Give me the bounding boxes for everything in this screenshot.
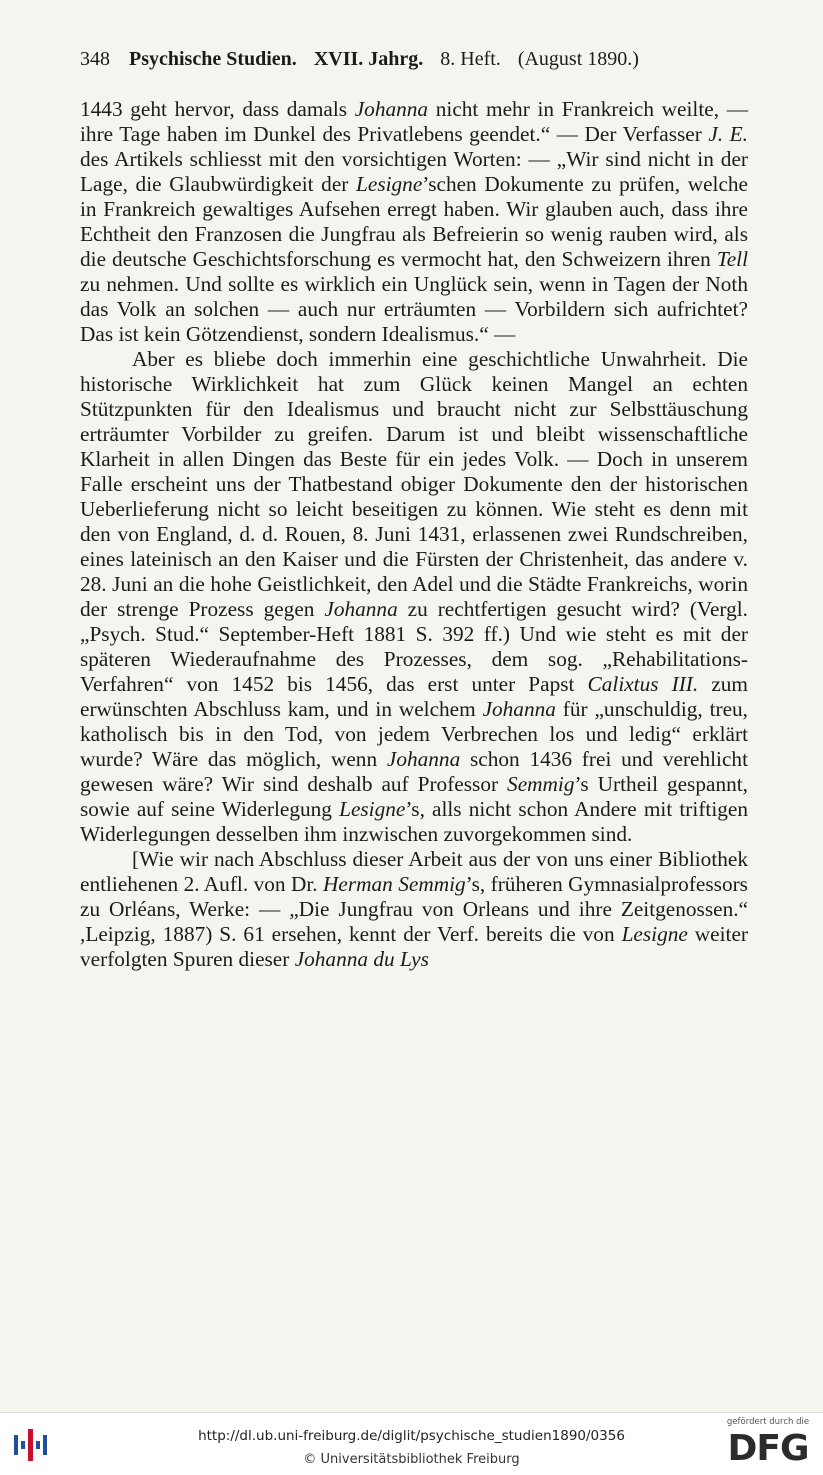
issue: 8. Heft. (440, 48, 501, 70)
italic-text: Semmig (507, 772, 575, 796)
italic-text: Tell (716, 247, 748, 271)
text-run: schon 1436 frei und verehlicht gewesen wäre? Wir sind deshalb auf Professor (80, 747, 748, 796)
italic-text: Johanna (482, 697, 556, 721)
italic-text: Lesigne (621, 922, 688, 946)
volume: XVII. Jahrg. (313, 48, 424, 70)
paragraph-3 (80, 847, 748, 972)
text-run: zu rechtfertigen gesucht wird? (Vergl. „Psych. Stud.“ September-Heft 1881 S. 392 ff.) Und wie steht es mit der späteren Wiederaufnahme des Prozesses, dem sog. „Rehabilitations-Verfahren“ von 1452 bis 1456, das erst unter Papst (80, 597, 749, 696)
italic-text: Calixtus III. (587, 672, 699, 696)
dfg-logo (725, 1417, 811, 1473)
italic-text: Johanna (324, 597, 398, 621)
paragraph-1 (80, 97, 748, 347)
text-run: ’s, früheren Gymnasialprofessors zu Orléans, Werke: — „Die Jungfrau von Orleans und ihre Zeitgenossen.“ ,Leipzig, 1887) S. 61 ersehen, kennt der Verf. bereits die von (80, 872, 748, 946)
italic-text: J. E. (708, 122, 748, 146)
dfg-caption: gefördert durch die (726, 1417, 810, 1427)
paragraph-2 (80, 347, 748, 847)
text-run: für „unschuldig, treu, katholisch bis in den Tod, von jedem Verbrechen los und ledig“ erklärt wurde? Wäre das möglich, wenn (80, 697, 749, 771)
text-run: nicht mehr in Frankreich weilte, — ihre Tage haben im Dunkel des Privatlebens geendet.“ — Der Verfasser (80, 97, 748, 146)
page-url-link[interactable]: http://dl.ub.uni-freiburg.de/diglit/psychische_studien1890/0356 (198, 1428, 625, 1444)
body-text (80, 97, 748, 972)
text-run: ’s Urtheil gespannt, sowie auf seine Widerlegung (80, 772, 748, 821)
viewer-footer (0, 1412, 823, 1475)
text-run: Aber es bliebe doch immerhin eine geschichtliche Unwahrheit. Die historische Wirklichkeit hat zum Glück keinen Mangel an echten Stützpunkten für den Idealismus und braucht nicht zur Selbsttäuschung erträumter Vorbilder zu greifen. Darum ist und bleibt wissenschaftliche Klarheit in allen Dingen das Beste für ein jedes Volk. — Doch in unserem Falle erscheint uns der Thatbestand obiger Dokumente den der historischen Ueberlieferung nicht so leicht beseitigen zu können. Wie steht es denn mit den von England, d. d. Rouen, 8. Juni 1431, erlassenen zwei Rundschreiben, eines lateinisch an den Kaiser und die Fürsten der Christenheit, das andere v. 28. Juni an die hohe Geistlichkeit, den Adel und die Städte Frankreichs, worin der strenge Prozess gegen (80, 347, 748, 621)
text-run: zu nehmen. Und sollte es wirklich ein Unglück sein, wenn in Tagen der Noth das Volk an solchen — auch nur erträumten — Vorbildern sich aufrichtet? Das ist kein Götzendienst, sondern Idealismus.“ — (80, 272, 748, 346)
text-run: weiter verfolgten Spuren dieser (80, 922, 748, 971)
copyright-notice: © Universitätsbibliothek Freiburg (303, 1452, 520, 1467)
italic-text: Lesigne (356, 172, 423, 196)
text-run: des Artikels schliesst mit den vorsichtigen Worten: — „Wir sind nicht in der Lage, die Glaubwürdigkeit der (80, 147, 748, 196)
text-run: ’s, alls nicht schon Andere mit triftigen Widerlegungen desselben ihm inzwischen zuvorgekommen sind. (80, 797, 748, 846)
text-run: ’schen Dokumente zu prüfen, welche in Frankreich gewaltiges Aufsehen erregt haben. Wir glauben auch, dass ihre Echtheit den Franzosen die Jungfrau als Befreierin so wenig rauben wird, als die deutsche Geschichtsforschung es vermocht hat, den Schweizern ihren (80, 172, 748, 271)
text-run: zum erwünschten Abschluss kam, und in welchem (80, 672, 748, 721)
italic-text: Lesigne (339, 797, 406, 821)
text-run: 1443 geht hervor, dass damals (80, 97, 355, 121)
italic-text: Herman Semmig (323, 872, 466, 896)
issue-date: (August 1890.) (517, 48, 639, 70)
journal-title: Psychische Studien. (129, 48, 297, 70)
text-run: [Wie wir nach Abschluss dieser Arbeit aus der von uns einer Bibliothek entliehenen 2. Aufl. von Dr. (80, 847, 748, 896)
italic-text: Johanna (354, 97, 429, 121)
running-header (80, 46, 748, 72)
italic-text: Johanna du Lys (294, 947, 429, 971)
dfg-logo-icon: DFG (727, 1428, 809, 1469)
page-number: 348 (80, 48, 110, 70)
italic-text: Johanna (386, 747, 461, 771)
